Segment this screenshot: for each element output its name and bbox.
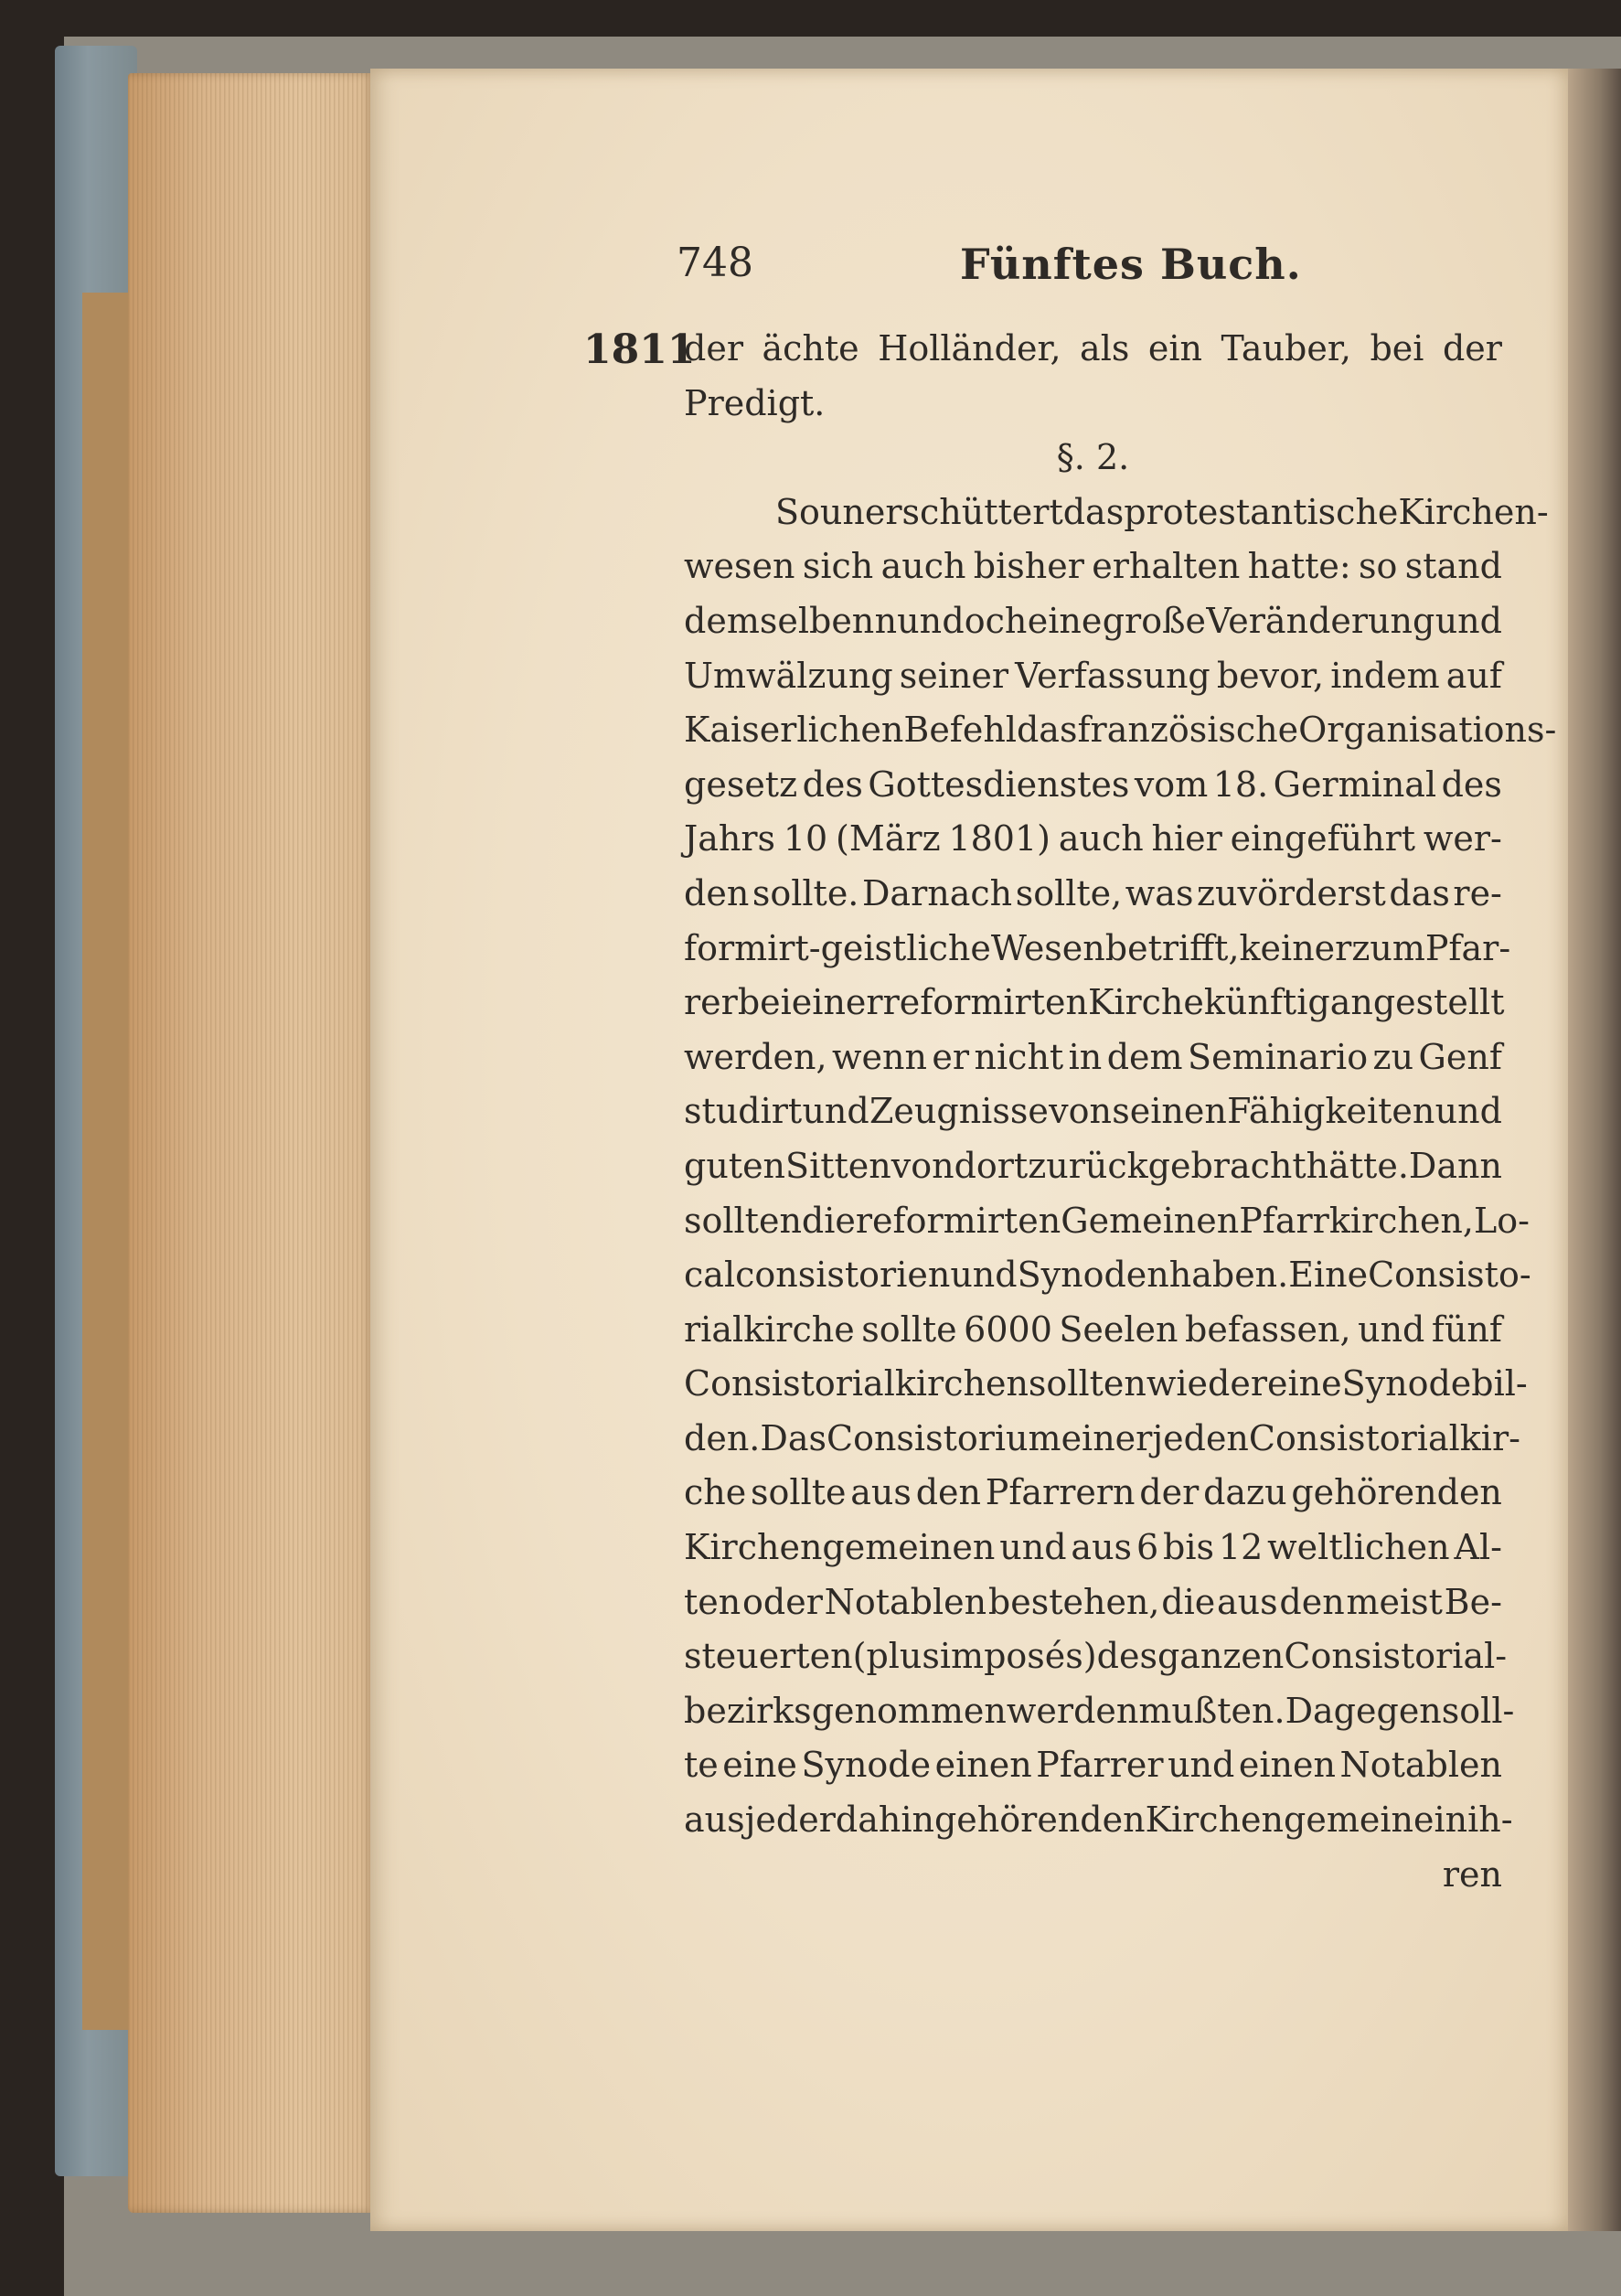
text-line <box>684 703 1557 758</box>
word: Umwälzung <box>684 655 893 696</box>
word: von <box>890 1145 954 1186</box>
text-line <box>684 1303 1502 1358</box>
text-line <box>684 1738 1502 1793</box>
section-heading: §. 2. <box>1056 437 1130 478</box>
word: Wesen <box>990 927 1105 968</box>
word: Pfar- <box>1424 927 1511 968</box>
word: reformirten <box>882 982 1088 1023</box>
text-line <box>684 1084 1502 1139</box>
word: Dann <box>1408 1145 1502 1186</box>
word: mußten. <box>1138 1690 1285 1731</box>
word: Kirchen- <box>1398 491 1549 532</box>
text-line <box>684 758 1502 813</box>
word: zuvörderst <box>1197 872 1386 913</box>
word: hier <box>1151 818 1222 860</box>
word: gesetz <box>684 764 798 805</box>
text-line <box>684 322 1502 377</box>
word: guten <box>684 1145 786 1186</box>
catchword: ren <box>1442 1853 1502 1895</box>
word: angestellt <box>1329 982 1505 1023</box>
word: soll- <box>1441 1690 1515 1731</box>
word: was <box>1125 872 1194 913</box>
word: 12 <box>1218 1527 1264 1568</box>
text-line <box>684 1466 1502 1521</box>
word: Fähigkeiten <box>1227 1091 1435 1132</box>
word: seinen <box>1112 1091 1227 1132</box>
word: einen <box>1238 1745 1336 1786</box>
text-line <box>684 812 1502 867</box>
word: den <box>915 1472 981 1513</box>
word: das <box>1062 491 1125 532</box>
word: Seelen <box>1059 1308 1178 1350</box>
word: Pfarrern <box>985 1472 1136 1513</box>
body-text <box>684 322 1557 1902</box>
word: Kirchengemeinen <box>684 1527 996 1568</box>
text-line <box>684 1521 1502 1575</box>
text-line <box>684 1412 1520 1467</box>
word: Be- <box>1444 1581 1502 1622</box>
word: vom <box>1134 764 1209 805</box>
word: rialkirche <box>684 1308 855 1350</box>
word: 10 <box>783 818 828 860</box>
word: betrifft, <box>1104 927 1240 968</box>
word: französische <box>1077 710 1299 751</box>
word: Synode <box>1341 1363 1472 1404</box>
word: des <box>1441 764 1502 805</box>
text-line <box>684 922 1511 977</box>
word: aus <box>684 1799 745 1841</box>
word: ächte <box>762 328 859 368</box>
word: Synoden <box>1017 1255 1169 1296</box>
word: Holländer, <box>878 328 1061 368</box>
word: Veränderung <box>1206 600 1435 641</box>
word: bis <box>1163 1527 1215 1568</box>
word: bestehen, <box>987 1581 1160 1622</box>
word: einer <box>1061 1417 1153 1458</box>
word: und <box>950 1255 1018 1296</box>
word: auf <box>1445 655 1502 696</box>
word: Jahrs <box>684 818 776 860</box>
word: bil- <box>1471 1363 1528 1404</box>
word: auch <box>880 546 966 587</box>
word: genommen <box>811 1690 1007 1731</box>
word: hatte: <box>1247 546 1351 587</box>
word: eine <box>722 1745 797 1786</box>
word: Zeugnisse <box>869 1091 1049 1132</box>
text-line <box>684 976 1505 1031</box>
word: auch <box>1058 818 1144 860</box>
text-line <box>684 539 1502 594</box>
text-line <box>684 1031 1502 1085</box>
word: bevor, <box>1216 655 1325 696</box>
word: ten <box>684 1581 741 1622</box>
word: zu <box>1372 1036 1414 1077</box>
word: doch <box>942 600 1028 641</box>
word: werden <box>1006 1690 1139 1731</box>
word: dazu <box>1203 1472 1287 1513</box>
word: eingeführt <box>1230 818 1416 860</box>
word: wieder <box>1146 1363 1267 1404</box>
word: Consistorial- <box>1284 1636 1508 1677</box>
word: meist <box>1346 1581 1443 1622</box>
word: sollte. <box>752 872 859 913</box>
word: formirt-geistliche <box>684 927 991 968</box>
word: befassen, <box>1185 1308 1351 1350</box>
word: che <box>684 1472 747 1513</box>
word: Consistorium <box>826 1417 1061 1458</box>
word: Seminario <box>1188 1036 1369 1077</box>
word: Pfarrer <box>1036 1745 1164 1786</box>
word: te <box>684 1745 719 1786</box>
word: das <box>1016 710 1078 751</box>
text-line <box>684 1684 1515 1739</box>
word: keiner <box>1239 927 1352 968</box>
word: so <box>1359 546 1398 587</box>
word: und <box>1168 1745 1235 1786</box>
word: 18. <box>1212 764 1269 805</box>
word: gehörenden <box>933 1799 1146 1841</box>
word: sollte <box>751 1472 847 1513</box>
word: einer <box>791 982 883 1023</box>
word: oder <box>742 1581 823 1622</box>
word: calconsistorien <box>684 1255 951 1296</box>
word: wesen <box>684 546 795 587</box>
word: 6 <box>1136 1527 1159 1568</box>
word: dort <box>954 1145 1029 1186</box>
word: Verfassung <box>1015 655 1210 696</box>
word: und <box>999 1527 1067 1568</box>
word: (März <box>836 818 941 860</box>
word: sollte <box>861 1308 957 1350</box>
word: der <box>684 328 743 368</box>
word: re- <box>1453 872 1502 913</box>
word: Gemeinen <box>1061 1200 1240 1241</box>
word: der <box>1442 328 1502 368</box>
word: demselben <box>684 600 875 641</box>
text-line <box>684 1629 1508 1684</box>
word: seiner <box>899 655 1009 696</box>
word: Notablen <box>824 1581 987 1622</box>
page-edges-stack <box>128 73 375 2213</box>
word: (plus <box>852 1636 940 1677</box>
word: Sitten <box>785 1145 891 1186</box>
word: steuerten <box>684 1636 853 1677</box>
word: der <box>1139 1472 1200 1513</box>
word: Eine <box>1288 1255 1369 1296</box>
word: Dagegen <box>1285 1690 1442 1731</box>
text-line <box>684 649 1502 704</box>
word: das <box>1389 872 1450 913</box>
word: erhalten <box>1092 546 1241 587</box>
word: studirt <box>684 1091 803 1132</box>
word: als <box>1080 328 1130 368</box>
word: reformirten <box>855 1200 1061 1241</box>
word: einen <box>934 1745 1032 1786</box>
word: Synode <box>801 1745 932 1786</box>
word: den <box>684 872 750 913</box>
word: sollte, <box>1015 872 1123 913</box>
word: 1801) <box>948 818 1050 860</box>
word: wenn <box>832 1036 927 1077</box>
word: eine <box>1267 1363 1342 1404</box>
facing-page-shadow <box>1568 69 1621 2231</box>
running-head: Fünftes Buch. <box>960 240 1302 289</box>
text-line <box>684 867 1502 922</box>
word: unerschüttert <box>819 491 1063 532</box>
word: die <box>1161 1581 1216 1622</box>
word: haben. <box>1168 1255 1289 1296</box>
word: Befehl <box>903 710 1017 751</box>
word: Consisto- <box>1368 1255 1531 1296</box>
word: protestantische <box>1124 491 1399 532</box>
text-line <box>684 594 1502 649</box>
word: des <box>1096 1636 1157 1677</box>
word: des <box>802 764 863 805</box>
word: Darnach <box>861 872 1013 913</box>
word: ganzen <box>1157 1636 1285 1677</box>
word: sich <box>802 546 874 587</box>
word: die <box>801 1200 856 1241</box>
word: Germinal <box>1273 764 1437 805</box>
word: Pfarrkirchen, <box>1239 1200 1474 1241</box>
word: Das <box>760 1417 826 1458</box>
word: Consistorialkir- <box>1248 1417 1520 1458</box>
word: eine <box>1027 600 1103 641</box>
text-line: Predigt. <box>684 382 826 423</box>
word: indem <box>1330 655 1440 696</box>
word: Lo- <box>1473 1200 1530 1241</box>
word: von <box>1049 1091 1112 1132</box>
word: jeder <box>744 1799 836 1841</box>
word: dem <box>1106 1036 1183 1077</box>
text-line <box>684 1248 1531 1303</box>
word: rer <box>684 982 738 1023</box>
word: Organisations- <box>1298 710 1557 751</box>
word: aus <box>850 1472 912 1513</box>
text-line <box>684 1139 1502 1194</box>
word: Al- <box>1454 1527 1502 1568</box>
word: den. <box>684 1417 761 1458</box>
word: weltlichen <box>1267 1527 1450 1568</box>
word: zurück <box>1028 1145 1148 1186</box>
word: den <box>1279 1581 1345 1622</box>
word: sollten <box>1028 1363 1146 1404</box>
word: künftig <box>1203 982 1330 1023</box>
word: ih- <box>1467 1799 1513 1841</box>
word: Gottesdienstes <box>868 764 1130 805</box>
word: bezirks <box>684 1690 812 1731</box>
word: Kirchengemeine <box>1145 1799 1434 1841</box>
text-line <box>684 1194 1530 1249</box>
margin-year: 1811 <box>583 326 696 373</box>
word: gehörenden <box>1291 1472 1502 1513</box>
word: So <box>775 491 820 532</box>
word: Consistorialkirchen <box>684 1363 1029 1404</box>
word: hätte. <box>1306 1145 1409 1186</box>
text-line <box>684 1793 1513 1848</box>
word: Kirche <box>1087 982 1204 1023</box>
text-line <box>684 486 1549 540</box>
text-line <box>684 1357 1528 1412</box>
word: werden, <box>684 1036 827 1077</box>
word: stand <box>1404 546 1502 587</box>
word: und <box>1434 1091 1502 1132</box>
word: bei <box>1370 328 1424 368</box>
word: aus <box>1216 1581 1278 1622</box>
page-number: 748 <box>677 240 753 286</box>
word: und <box>802 1091 869 1132</box>
word: bei <box>737 982 792 1023</box>
word: 6000 <box>964 1308 1052 1350</box>
text-line <box>684 1575 1502 1630</box>
word: nicht <box>974 1036 1064 1077</box>
word: dahin <box>835 1799 934 1841</box>
word: Notablen <box>1339 1745 1502 1786</box>
word: wer- <box>1423 818 1502 860</box>
word: und <box>1358 1308 1425 1350</box>
word: in <box>1068 1036 1103 1077</box>
word: bisher <box>973 546 1084 587</box>
word: aus <box>1071 1527 1133 1568</box>
word: Tauber, <box>1221 328 1351 368</box>
word: er <box>932 1036 970 1077</box>
word: Kaiserlichen <box>684 710 904 751</box>
word: große <box>1102 600 1206 641</box>
word: in <box>1434 1799 1468 1841</box>
word: imposés) <box>939 1636 1097 1677</box>
word: sollten <box>684 1200 802 1241</box>
word: zum <box>1351 927 1425 968</box>
word: jeden <box>1152 1417 1249 1458</box>
word: und <box>1434 600 1502 641</box>
word: nun <box>874 600 943 641</box>
word: gebracht <box>1147 1145 1306 1186</box>
word: ein <box>1147 328 1202 368</box>
word: Genf <box>1418 1036 1502 1077</box>
word: fünf <box>1431 1308 1502 1350</box>
